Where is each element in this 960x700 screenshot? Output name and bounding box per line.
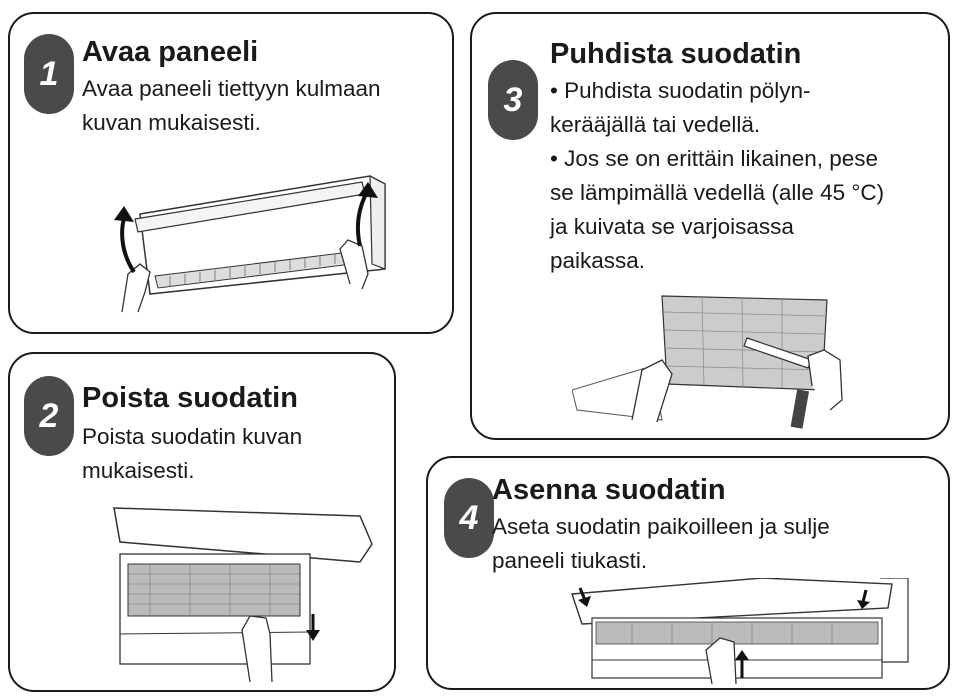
step-3-card xyxy=(470,12,950,440)
step-1-title: Avaa paneeli xyxy=(82,36,259,68)
step-1-line: kuvan mukaisesti. xyxy=(82,110,261,135)
arrow-down-icon xyxy=(306,612,320,642)
step-1-illustration xyxy=(100,164,400,314)
step-4-line: paneeli tiukasti. xyxy=(492,548,648,573)
step-1-instructions xyxy=(82,72,381,140)
step-2-card xyxy=(8,352,396,692)
step-3-line: • Jos se on erittäin likainen, pese xyxy=(550,146,879,171)
arrow-up-icon xyxy=(352,180,382,250)
step-2-line: Poista suodatin kuvan xyxy=(82,424,303,449)
step-2-line: mukaisesti. xyxy=(82,458,195,483)
step-4-line: Aseta suodatin paikoilleen ja sulje xyxy=(492,514,830,539)
step-3-illustration xyxy=(572,290,922,430)
step-3-title: Puhdista suodatin xyxy=(550,38,802,70)
step-3-line: se lämpimällä vedellä (alle 45 °C) xyxy=(550,180,885,205)
arrow-down-icon xyxy=(856,588,872,610)
arrow-down-icon xyxy=(576,586,592,608)
step-1-line: Avaa paneeli tiettyyn kulmaan xyxy=(82,76,381,101)
step-4-title: Asenna suodatin xyxy=(492,474,726,506)
step-4-number-badge: 4 xyxy=(444,478,494,558)
step-2-instructions xyxy=(82,420,302,488)
step-3-line: ja kuivata se varjoisassa xyxy=(550,214,794,239)
step-3-number-badge: 3 xyxy=(488,60,538,140)
step-4-instructions xyxy=(492,510,830,578)
step-4-card xyxy=(426,456,950,690)
step-1-number-badge: 1 xyxy=(24,34,74,114)
step-1-card xyxy=(8,12,454,334)
step-2-illustration xyxy=(110,504,380,684)
step-3-line: • Puhdista suodatin pölyn- xyxy=(550,78,811,103)
step-2-title: Poista suodatin xyxy=(82,382,298,414)
step-2-number-badge: 2 xyxy=(24,376,74,456)
step-3-line: kerääjällä tai vedellä. xyxy=(550,112,761,137)
step-3-line: paikassa. xyxy=(550,248,646,273)
step-4-illustration xyxy=(562,578,932,686)
step-3-instructions xyxy=(550,74,884,278)
arrow-up-icon xyxy=(112,204,142,274)
